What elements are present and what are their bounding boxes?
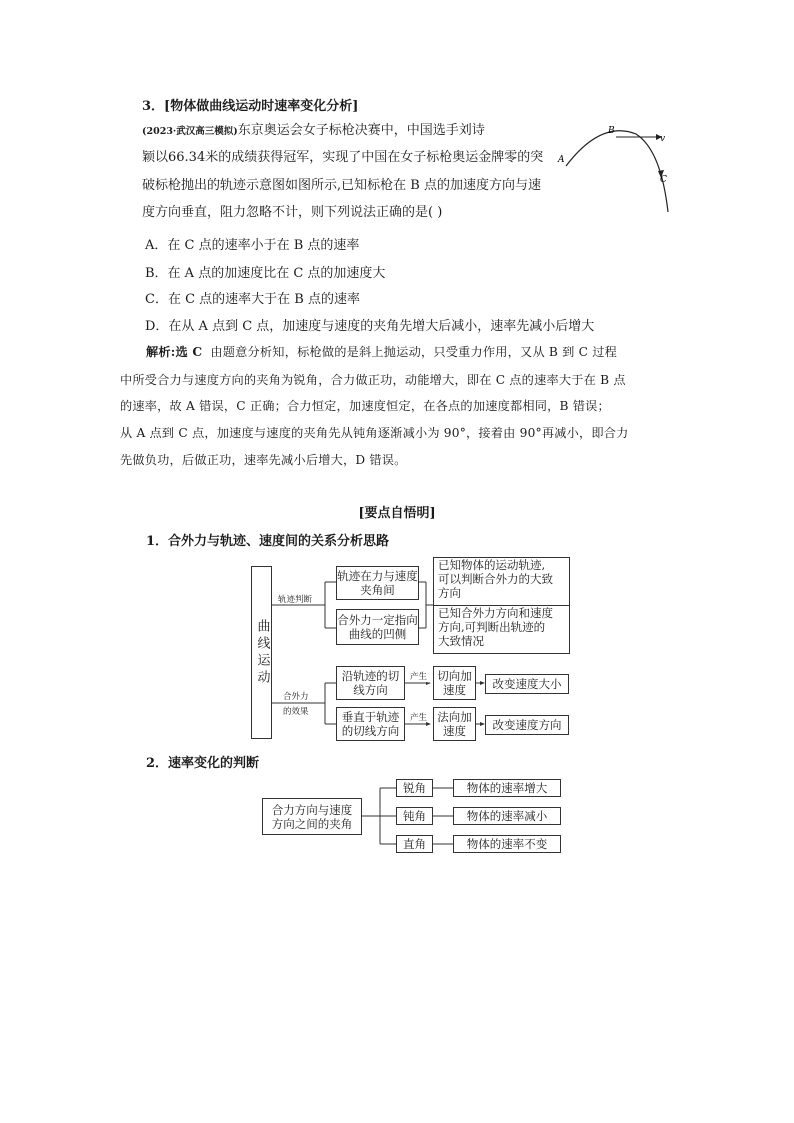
option-d: D．在从 A 点到 C 点，加速度与速度的夹角先增大后减小，速率先减小后增大 — [145, 319, 595, 334]
box-angle-root: 合力方向与速度方向之间的夹角 — [262, 798, 362, 835]
question-title: 3．[物体做曲线运动时速率变化分析] — [142, 99, 359, 114]
box-speed-decrease: 物体的速率减小 — [453, 807, 561, 825]
box-tangential-accel: 切向加速度 — [433, 666, 476, 700]
known-trajectory-line-3: 方向 — [438, 586, 461, 600]
section-2-title: 2．速率变化的判断 — [146, 756, 260, 771]
box-known-trajectory — [433, 557, 570, 606]
branch-label-force-2: 的效果 — [283, 707, 309, 717]
label-a: A — [558, 155, 565, 165]
question-line-3: 破标枪抛出的轨迹示意图如图所示,已知标枪在 B 点的加速度方向与速 — [142, 178, 541, 193]
option-a: A．在 C 点的速率小于在 B 点的速率 — [145, 238, 360, 253]
option-c: C．在 C 点的速率大于在 B 点的速率 — [145, 292, 360, 307]
key-points-title: [要点自悟明] — [358, 506, 436, 521]
known-trajectory-line-1: 已知物体的运动轨迹, — [438, 558, 546, 572]
analysis-line-4: 从 A 点到 C 点，加速度与速度的夹角先从钝角逐渐减小为 90°，接着由 90°再减小，即合力 — [120, 426, 629, 440]
branch-label-force-1: 合外力 — [283, 692, 309, 702]
box-tangent-direction: 沿轨迹的切线方向 — [336, 666, 405, 700]
box-right: 直角 — [396, 835, 433, 853]
produce-label-1: 产生 — [410, 672, 428, 682]
question-line-4: 度方向垂直，阻力忽略不计，则下列说法正确的是( ) — [142, 205, 443, 220]
label-c: C — [660, 175, 667, 185]
box-speed-increase: 物体的速率增大 — [453, 779, 561, 797]
box-change-speed: 改变速度大小 — [485, 674, 569, 694]
box-change-direction: 改变速度方向 — [485, 715, 569, 735]
analysis-line-3: 的速率，故 A 错误，C 正确；合力恒定，加速度恒定，在各点的加速度都相同，B 错误； — [120, 399, 610, 413]
known-trajectory-line-2: 可以判断合外力的大致 — [438, 572, 553, 586]
box-force-concave: 合外力一定指向曲线的凹侧 — [336, 609, 419, 645]
box-normal-accel: 法向加速度 — [433, 707, 476, 741]
question-source: (2023·武汉高三模拟) — [142, 126, 238, 137]
box-known-force — [433, 605, 570, 654]
box-normal-direction: 垂直于轨迹的切线方向 — [336, 707, 405, 741]
box-acute: 锐角 — [396, 779, 433, 797]
label-v: v — [660, 134, 666, 144]
box-speed-constant: 物体的速率不变 — [453, 835, 561, 853]
known-force-line-2: 方向,可判断出轨迹的 — [438, 620, 546, 634]
question-line-2: 颖以66.34米的成绩获得冠军，实现了中国在女子标枪奥运金牌零的突 — [142, 150, 544, 165]
analysis-prefix: 解析: — [146, 345, 176, 359]
curve-motion-box: 曲线运动 — [251, 566, 272, 739]
analysis-line-5: 先做负功，后做正功，速率先减小后增大，D 错误。 — [120, 453, 407, 467]
section-1-title: 1．合外力与轨迹、速度间的关系分析思路 — [146, 534, 390, 549]
box-trajectory-between: 轨迹在力与速度夹角间 — [336, 566, 419, 600]
produce-label-2: 产生 — [410, 713, 428, 723]
box-obtuse: 钝角 — [396, 807, 433, 825]
branch-label-trajectory: 轨迹判断 — [278, 595, 313, 605]
known-force-line-3: 大致情况 — [438, 634, 484, 648]
question-text-1: 东京奥运会女子标枪决赛中，中国选手刘诗 — [237, 123, 485, 138]
analysis-text-1: 由题意分析知，标枪做的是斜上抛运动，只受重力作用，又从 B 到 C 过程 — [210, 345, 617, 359]
analysis-answer: 选 C — [175, 345, 203, 359]
option-b: B．在 A 点的加速度比在 C 点的加速度大 — [145, 266, 386, 281]
analysis-line-2: 中所受合力与速度方向的夹角为锐角，合力做正功，动能增大，即在 C 点的速率大于在 B 点 — [120, 373, 626, 387]
known-force-line-1: 已知合外力方向和速度 — [438, 606, 553, 620]
label-b: B — [608, 126, 615, 136]
